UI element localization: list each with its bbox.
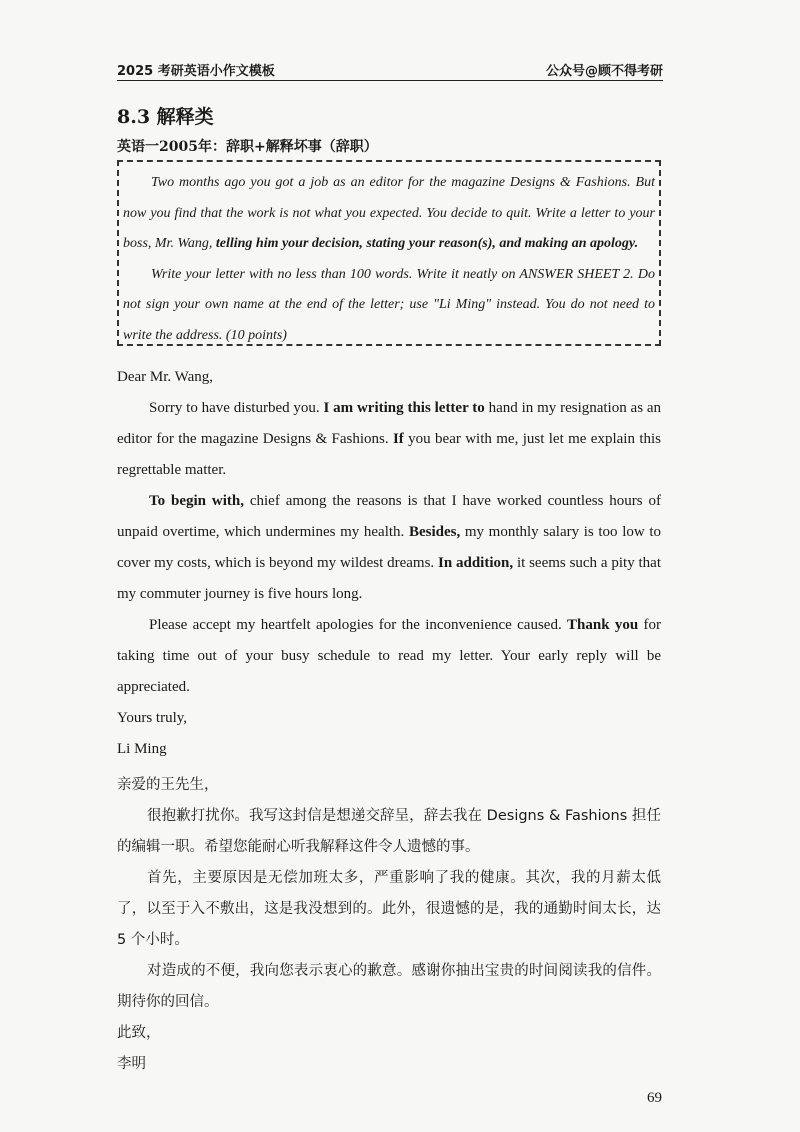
translation-paragraph-3: 对造成的不便，我向您表示衷心的歉意。感谢你抽出宝贵的时间阅读我的信件。期待你的回信。: [117, 963, 661, 1010]
letter-paragraph-3: [117, 610, 661, 703]
letter-bold-phrase: I am writing this letter to: [323, 400, 485, 416]
prompt-paragraph-2: Write your letter with no less than 100 words. Write it neatly on ANSWER SHEET 2. Do not sign your own name at the end of the letter; use "Li Ming" instead. You do not need to write the address. (10 points): [123, 266, 655, 343]
letter-paragraph-1: [117, 393, 661, 486]
letter-bold-phrase: If: [392, 431, 404, 447]
letter-signature: Li Ming: [117, 741, 167, 757]
letter-text: hand in my resignation as an editor for the magazine Designs & Fashions.: [117, 400, 662, 447]
letter-text: you bear with me, just let me explain this regrettable matter.: [117, 431, 661, 478]
header-right-source: 公众号@顾不得考研: [545, 64, 663, 79]
letter-closing: Yours truly,: [117, 710, 188, 726]
prompt-text: Two months ago you got a job as an editor for the magazine Designs & Fashions. But now you find that the work is not what you expected. You decide to quit. Write a letter to your boss, Mr. Wang,: [123, 175, 655, 251]
letter-bold-phrase: Besides,: [408, 524, 461, 540]
letter-text: Please accept my heartfelt apologies for the inconvenience caused.: [149, 617, 562, 633]
prompt-task-bold: telling him your decision, stating your reason(s), and making an apology.: [215, 236, 639, 251]
letter-text: chief among the reasons is that I have worked countless hours of unpaid overtime, which undermines my health.: [117, 493, 661, 540]
letter-salutation: Dear Mr. Wang,: [117, 369, 213, 385]
translation-paragraph-2: 首先，主要原因是无偿加班太多，严重影响了我的健康。其次，我的月薪太低了，以至于入不敷出，这是我没想到的。此外，很遗憾的是，我的通勤时间太长，达 5 个小时。: [117, 870, 661, 948]
letter-text: Sorry to have disturbed you.: [149, 400, 320, 416]
letter-paragraph-2: [117, 486, 661, 610]
english-letter: [117, 362, 661, 765]
page-number: 69: [647, 1090, 662, 1106]
page-header: [117, 54, 663, 81]
letter-bold-phrase: To begin with,: [149, 493, 244, 509]
translation-closing: 此致，: [117, 1025, 161, 1041]
letter-bold-phrase: Thank you: [567, 617, 639, 633]
letter-text: my monthly salary is too low to cover my costs, which is beyond my wildest dreams.: [117, 524, 661, 571]
chinese-translation: [117, 770, 661, 1080]
writing-prompt-box: [117, 160, 661, 346]
letter-text: for taking time out of your busy schedule to read my letter. Your early reply will be appreciated.: [117, 617, 662, 695]
translation-signature: 李明: [117, 1056, 146, 1072]
section-subtitle: 英语一2005年：辞职+解释坏事（辞职）: [117, 139, 378, 155]
letter-text: it seems such a pity that my commuter journey is five hours long.: [117, 555, 662, 602]
prompt-paragraph-1: [123, 168, 655, 260]
translation-paragraph-1: 很抱歉打扰你。我写这封信是想递交辞呈，辞去我在 Designs & Fashions 担任的编辑一职。希望您能耐心听我解释这件令人遗憾的事。: [117, 808, 661, 855]
letter-bold-phrase: In addition,: [438, 555, 514, 571]
translation-salutation: 亲爱的王先生，: [117, 777, 219, 793]
section-title: 8.3 解释类: [117, 106, 214, 128]
header-left-title: 2025 考研英语小作文模板: [117, 64, 275, 79]
